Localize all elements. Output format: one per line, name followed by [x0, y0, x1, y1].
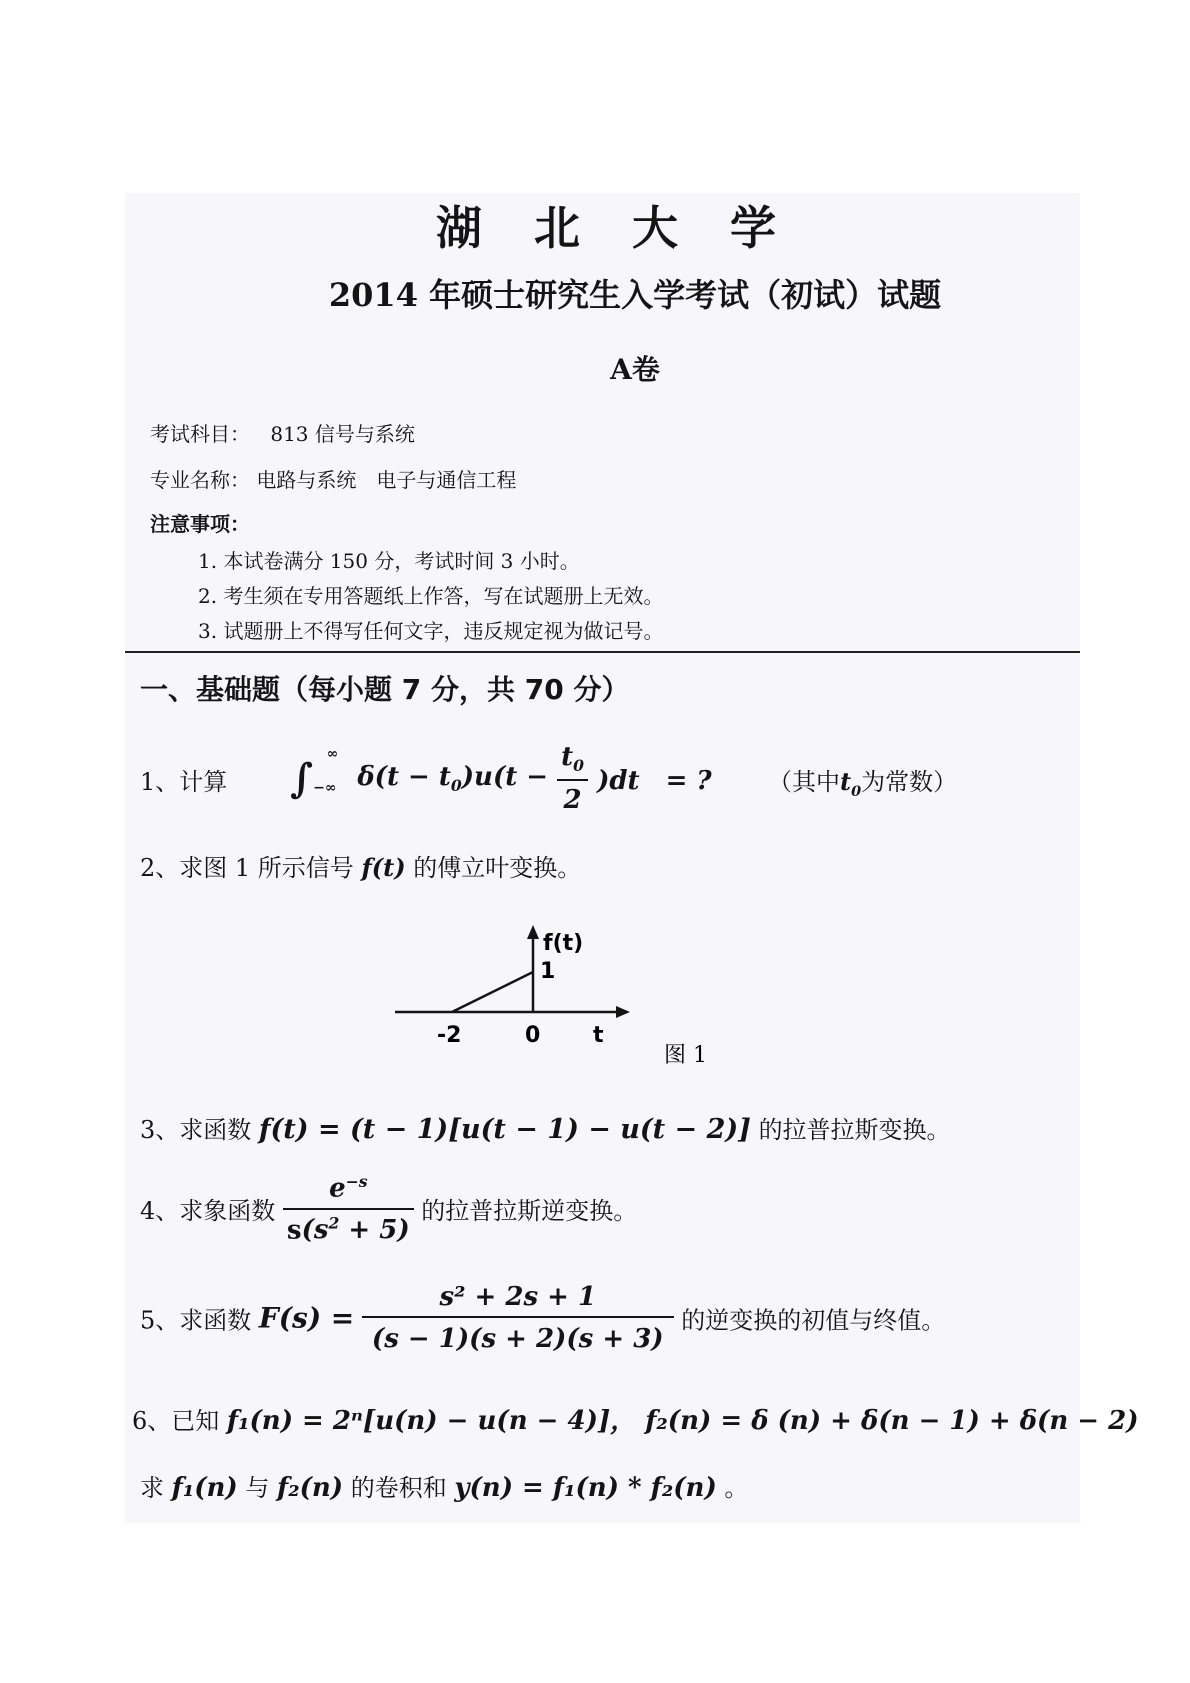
x-axis-label: t — [593, 1023, 604, 1048]
notice-item-2: 2. 考生须在专用答题纸上作答，写在试题册上无效。 — [198, 584, 664, 608]
major-line — [150, 464, 516, 493]
subject-line — [150, 418, 415, 447]
section-divider — [125, 651, 1080, 653]
question-2: 2、求图 1 所示信号 f(t) 的傅立叶变换。 — [140, 853, 582, 882]
question-1-note: （其中$t_0$为常数） — [768, 767, 958, 800]
y-axis-arrow-icon — [527, 925, 539, 939]
notice-item-1: 1. 本试卷满分 150 分，考试时间 3 小时。 — [198, 549, 580, 573]
question-1-formula: $\int_{-\infty}^\infty$ $\delta(t - t_0)u(t$ − $\frac{t_0}{2}$ )dt = ? — [290, 742, 712, 816]
question-4: 4、求象函数 $\frac{e^{-s}}{s(s^2 + 5)}$ 的拉普拉斯逆变换。 — [140, 1172, 638, 1246]
major-value: 电路与系统 电子与通信工程 — [256, 468, 517, 492]
question-6-line-1: 6、已知 f₁(n) = 2ⁿ[u(n) − u(n − 4)]， f₂(n) = δ (n) + δ(n − 1) + δ(n − 2) — [132, 1406, 1139, 1436]
paper-version: A卷 — [610, 353, 660, 386]
figure-caption: 图 1 — [664, 1043, 707, 1065]
notice-label: 注意事项： — [150, 512, 250, 536]
major-label: 专业名称： — [150, 468, 250, 492]
university-title: 湖 北 大 学 — [435, 201, 795, 255]
notice-item-3: 3. 试题册上不得写任何文字，违反规定视为做记号。 — [198, 619, 664, 643]
tick-label-neg2: -2 — [437, 1023, 462, 1048]
question-6-line-2: 求 f₁(n) 与 f₂(n) 的卷积和 y(n) = f₁(n) * f₂(n) 。 — [140, 1473, 749, 1503]
subject-value: 813 信号与系统 — [270, 422, 415, 446]
subject-label: 考试科目： — [150, 422, 250, 446]
tick-label-0: 0 — [525, 1023, 541, 1048]
question-1-number: 1、计算 — [140, 768, 228, 796]
x-axis-arrow-icon — [616, 1006, 630, 1018]
question-4-fraction: $\frac{e^{-s}}{s(s^2 + 5)}$ — [283, 1172, 414, 1245]
y-axis-label: f(t) — [543, 931, 584, 956]
question-5: 5、求函数 F(s) = $\frac{\text{s² + 2s + 1}}{(s - 1)(s + 2)(s + 3)}$ 的逆变换的初值与终值。 — [140, 1282, 946, 1354]
figure-1 — [380, 915, 720, 1065]
question-3: 3、求函数 f(t) = (t − 1)[u(t − 1) − u(t − 2)] 的拉普拉斯变换。 — [140, 1114, 951, 1145]
section-title: 一、基础题（每小题 7 分，共 70 分） — [140, 673, 630, 706]
tick-label-1: 1 — [540, 959, 556, 984]
signal-ramp — [452, 972, 533, 1012]
exam-title: 2014 年硕士研究生入学考试（初试）试题 — [328, 276, 942, 314]
question-5-fraction: $\frac{\text{s² + 2s + 1}}{(s - 1)(s + 2)(s + 3)}$ — [362, 1282, 674, 1354]
